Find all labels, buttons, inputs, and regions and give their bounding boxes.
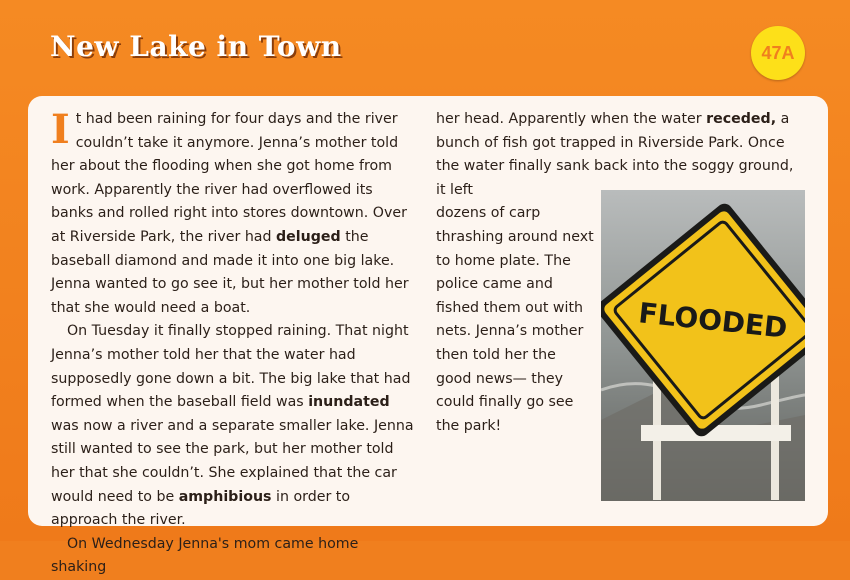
narrow-line: to home plate. The: [436, 252, 571, 269]
page-title: New Lake in Town: [50, 30, 342, 63]
page-badge: 47A: [751, 26, 805, 80]
narrow-line: the park!: [436, 417, 502, 434]
paragraph-1: [51, 108, 416, 320]
narrow-line: could finally go see: [436, 394, 574, 411]
paragraph-2-text-c: was now a river and a separate smaller lake. Jenna still wanted to see the park, but her mother told her that she couldn’t. She explained that the car would need to be: [51, 417, 414, 505]
flooded-sign-illustration: [601, 190, 805, 501]
paragraph-3-text-b: her head. Apparently when the water: [436, 111, 707, 127]
paragraph-2-text-d: in order to approach the river.: [51, 488, 351, 529]
vocab-word-receded: receded,: [706, 111, 777, 127]
vocab-word-inundated: inundated: [308, 394, 390, 411]
flooded-sign-photo: [601, 190, 805, 501]
paragraph-1-text-c: the baseball diamond and made it into one big lake. Jenna wanted to go see it, but her mother told her that she would need a boat.: [51, 228, 409, 316]
paragraph-3-continued: [436, 108, 801, 202]
barricade-board: [641, 425, 791, 441]
narrow-line: nets. Jenna’s mother: [436, 323, 584, 340]
narrow-line: fished them out with: [436, 299, 584, 316]
paragraph-1-text-a: t had been raining for four days and the river couldn’t take it anymore. Jenna’s mother told her about the flooding when she got home from work. Apparently the river had overflowed its banks and rolled right into stores downtown. Over at Riverside Park, the river had: [51, 111, 407, 245]
story-column-left: [51, 108, 416, 580]
narrow-line: thrashing around next: [436, 228, 594, 245]
paragraph-3-text-c: a bunch of fish got trapped in Riverside Park. Once the water finally sank back into the soggy ground, it left: [436, 111, 794, 198]
paragraph-3-start: On Wednesday Jenna's mom came home shaking: [51, 535, 359, 576]
narrow-line: good news— they: [436, 370, 563, 387]
drop-cap: I: [51, 106, 70, 153]
narrow-line: police came and: [436, 276, 553, 293]
narrow-line: then told her the: [436, 346, 556, 363]
vocab-word-deluged: deluged: [276, 228, 341, 245]
narrow-line: dozens of carp: [436, 205, 541, 222]
sign-text: FLOODED: [637, 296, 789, 345]
paragraph-2: [51, 320, 416, 532]
paragraph-2-text-a: On Tuesday it finally stopped raining. That night Jenna’s mother told her that the water had supposedly gone down a bit. The big lake that had formed when the baseball field was: [51, 323, 411, 411]
vocab-word-amphibious: amphibious: [178, 488, 272, 505]
